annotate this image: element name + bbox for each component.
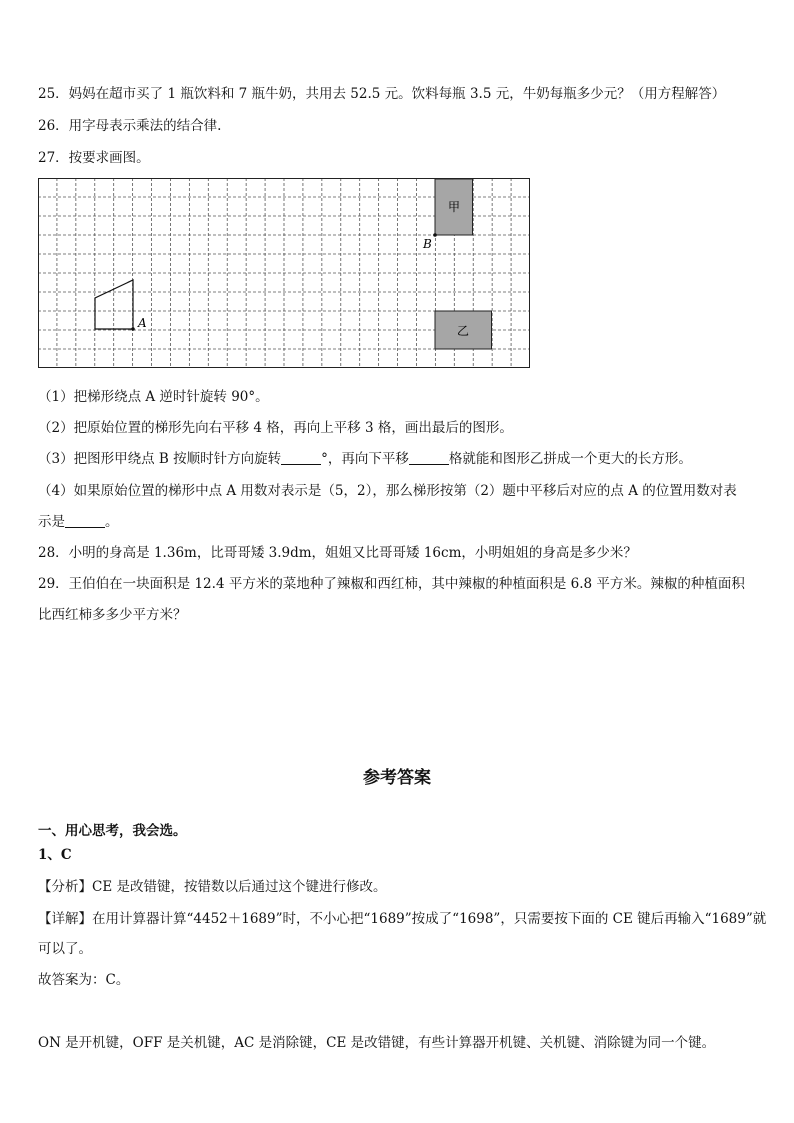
answer-detail-cont: 可以了。: [38, 941, 92, 957]
question-27-2: （2）把原始位置的梯形先向右平移 4 格，再向上平移 3 格，画出最后的图形。: [38, 420, 513, 436]
question-27-1: （1）把梯形绕点 A 逆时针旋转 90°。: [38, 389, 269, 405]
question-27: 27．按要求画图。: [38, 150, 150, 166]
answers-section-1: 一、用心思考，我会选。: [38, 823, 187, 839]
answer-blank-shift: [409, 450, 449, 465]
label-yi: 乙: [456, 324, 470, 338]
label-b: B: [423, 237, 432, 251]
answer-note: ON 是开机键，OFF 是关机键，AC 是消除键，CE 是改错键，有些计算器开机键、关机键、消除键为同一个键。: [38, 1035, 716, 1051]
question-27-3: [38, 447, 692, 467]
point-b: [433, 233, 437, 237]
answers-title: 参考答案: [363, 768, 431, 788]
question-27-4: （4）如果原始位置的梯形中点 A 用数对表示是（5，2），那么梯形按第（2）题中平移后对应的点 A 的位置用数对表: [38, 483, 737, 499]
answer-conclusion: 故答案为：C。: [38, 972, 130, 988]
question-29: 29．王伯伯在一块面积是 12.4 平方米的菜地种了辣椒和西红柿，其中辣椒的种植面积是 6.8 平方米。辣椒的种植面积: [38, 576, 745, 592]
question-28: 28．小明的身高是 1.36m，比哥哥矮 3.9dm，姐姐又比哥哥矮 16cm，小明姐姐的身高是多少米？: [38, 545, 637, 561]
answer-blank-angle: [281, 450, 321, 465]
answer-blank-pair: [65, 513, 105, 528]
question-26: 26．用字母表示乘法的结合律.: [38, 118, 222, 134]
grid-figure: [38, 178, 530, 368]
question-27-3-part-a: （3）把图形甲绕点 B 按顺时针方向旋转: [38, 451, 282, 467]
question-27-3-part-c: 格就能和图形乙拼成一个更大的长方形。: [448, 451, 692, 467]
label-a: A: [138, 316, 147, 330]
answer-analysis: 【分析】CE 是改错键，按错数以后通过这个键进行修改。: [38, 879, 387, 895]
question-27-4-cont: [38, 510, 119, 530]
question-27-3-part-b: °，再向下平移: [321, 451, 409, 467]
point-a: [131, 327, 135, 331]
label-jia: 甲: [447, 200, 461, 214]
question-29-cont: 比西红柿多多少平方米？: [38, 607, 187, 623]
answer-1: 1、C: [38, 847, 72, 863]
answer-detail: 【详解】在用计算器计算“4452＋1689”时，不小心把“1689”按成了“1698”，只需要按下面的 CE 键后再输入“1689”就: [38, 911, 767, 927]
question-27-4-part-c: 。: [105, 514, 119, 530]
question-25: 25．妈妈在超市买了 1 瓶饮料和 7 瓶牛奶，共用去 52.5 元。饮料每瓶 3.5 元，牛奶每瓶多少元？（用方程解答）: [38, 86, 726, 102]
question-27-4-part-b: 示是: [38, 514, 65, 530]
